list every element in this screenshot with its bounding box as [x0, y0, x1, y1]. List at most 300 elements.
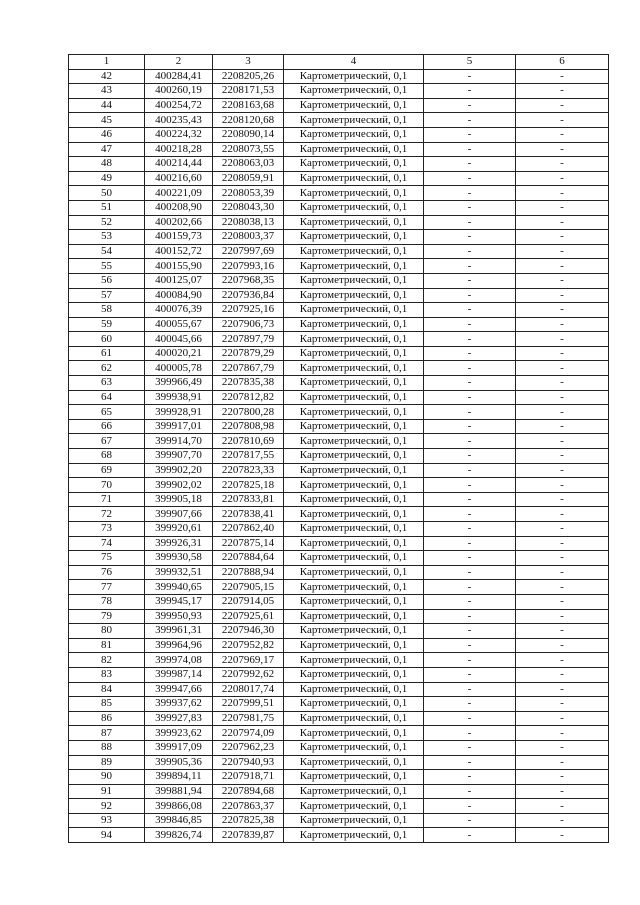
- table-cell: 80: [69, 624, 145, 639]
- table-cell: -: [516, 770, 609, 785]
- table-cell: Картометрический, 0,1: [284, 84, 424, 99]
- table-cell: -: [516, 230, 609, 245]
- table-cell: -: [424, 463, 516, 478]
- table-row: [69, 463, 609, 478]
- table-cell: 54: [69, 244, 145, 259]
- table-cell: 42: [69, 69, 145, 84]
- table-row: [69, 157, 609, 172]
- table-cell: -: [424, 784, 516, 799]
- table-cell: 2207808,98: [213, 419, 284, 434]
- table-cell: 399930,58: [145, 551, 213, 566]
- table-cell: -: [516, 127, 609, 142]
- table-cell: -: [516, 98, 609, 113]
- table-cell: Картометрический, 0,1: [284, 711, 424, 726]
- table-cell: -: [516, 259, 609, 274]
- table-cell: -: [516, 784, 609, 799]
- table-cell: -: [516, 317, 609, 332]
- table-cell: 400155,90: [145, 259, 213, 274]
- table-cell: 71: [69, 492, 145, 507]
- table-cell: -: [424, 390, 516, 405]
- table-cell: -: [424, 288, 516, 303]
- table-cell: Картометрический, 0,1: [284, 478, 424, 493]
- table-row: [69, 113, 609, 128]
- table-cell: Картометрический, 0,1: [284, 113, 424, 128]
- table-cell: 399917,01: [145, 419, 213, 434]
- table-cell: Картометрический, 0,1: [284, 492, 424, 507]
- table-row: [69, 697, 609, 712]
- table-cell: Картометрический, 0,1: [284, 200, 424, 215]
- table-cell: -: [516, 536, 609, 551]
- table-row: [69, 799, 609, 814]
- table-cell: 399950,93: [145, 609, 213, 624]
- table-cell: 68: [69, 449, 145, 464]
- table-cell: Картометрический, 0,1: [284, 784, 424, 799]
- table-cell: Картометрический, 0,1: [284, 594, 424, 609]
- table-cell: -: [516, 376, 609, 391]
- table-cell: 52: [69, 215, 145, 230]
- table-cell: 72: [69, 507, 145, 522]
- table-cell: 2208003,37: [213, 230, 284, 245]
- table-cell: -: [424, 755, 516, 770]
- table-cell: 2207905,15: [213, 580, 284, 595]
- table-cell: 2207936,84: [213, 288, 284, 303]
- table-cell: 64: [69, 390, 145, 405]
- table-cell: -: [424, 697, 516, 712]
- table-cell: 400235,43: [145, 113, 213, 128]
- table-cell: 399932,51: [145, 565, 213, 580]
- table-cell: 78: [69, 594, 145, 609]
- table-cell: 92: [69, 799, 145, 814]
- table-cell: Картометрический, 0,1: [284, 230, 424, 245]
- table-cell: Картометрический, 0,1: [284, 273, 424, 288]
- table-cell: 2207897,79: [213, 332, 284, 347]
- column-header: 3: [213, 55, 284, 70]
- table-cell: 87: [69, 726, 145, 741]
- table-cell: Картометрический, 0,1: [284, 376, 424, 391]
- table-cell: 79: [69, 609, 145, 624]
- table-cell: 2207812,82: [213, 390, 284, 405]
- table-cell: -: [516, 740, 609, 755]
- table-cell: 399987,14: [145, 667, 213, 682]
- table-row: [69, 230, 609, 245]
- table-row: [69, 98, 609, 113]
- table-cell: -: [516, 419, 609, 434]
- table-cell: 400055,67: [145, 317, 213, 332]
- table-cell: Картометрический, 0,1: [284, 799, 424, 814]
- table-cell: -: [516, 113, 609, 128]
- table-cell: -: [516, 215, 609, 230]
- table-cell: 2207962,23: [213, 740, 284, 755]
- table-cell: -: [424, 638, 516, 653]
- table-cell: Картометрический, 0,1: [284, 667, 424, 682]
- table-cell: 2207838,41: [213, 507, 284, 522]
- table-cell: 2208163,68: [213, 98, 284, 113]
- table-cell: -: [424, 405, 516, 420]
- table-cell: Картометрический, 0,1: [284, 434, 424, 449]
- table-cell: Картометрический, 0,1: [284, 244, 424, 259]
- table-cell: -: [516, 726, 609, 741]
- table-cell: 2207825,18: [213, 478, 284, 493]
- table-row: [69, 594, 609, 609]
- table-cell: -: [516, 288, 609, 303]
- table-cell: 2208017,74: [213, 682, 284, 697]
- table-cell: 56: [69, 273, 145, 288]
- table-cell: 2208171,53: [213, 84, 284, 99]
- table-cell: Картометрический, 0,1: [284, 726, 424, 741]
- table-cell: 2207918,71: [213, 770, 284, 785]
- table-cell: -: [516, 434, 609, 449]
- table-cell: -: [516, 244, 609, 259]
- table-row: [69, 405, 609, 420]
- table-cell: 400202,66: [145, 215, 213, 230]
- table-cell: Картометрический, 0,1: [284, 419, 424, 434]
- table-row: [69, 288, 609, 303]
- table-cell: -: [424, 813, 516, 828]
- table-cell: -: [424, 682, 516, 697]
- table-cell: 66: [69, 419, 145, 434]
- table-row: [69, 682, 609, 697]
- table-cell: -: [424, 711, 516, 726]
- table-cell: 2207925,16: [213, 303, 284, 318]
- table-cell: -: [516, 346, 609, 361]
- table-cell: 399938,91: [145, 390, 213, 405]
- table-row: [69, 609, 609, 624]
- table-cell: -: [424, 507, 516, 522]
- table-cell: Картометрический, 0,1: [284, 390, 424, 405]
- table-cell: Картометрический, 0,1: [284, 259, 424, 274]
- table-row: [69, 565, 609, 580]
- table-cell: 46: [69, 127, 145, 142]
- table-cell: 77: [69, 580, 145, 595]
- table-cell: -: [424, 332, 516, 347]
- table-cell: 400260,19: [145, 84, 213, 99]
- table-cell: 2207981,75: [213, 711, 284, 726]
- table-cell: -: [424, 127, 516, 142]
- table-cell: 2207839,87: [213, 828, 284, 843]
- table-cell: 399920,61: [145, 522, 213, 537]
- table-cell: -: [516, 594, 609, 609]
- table-cell: -: [516, 638, 609, 653]
- table-cell: -: [424, 303, 516, 318]
- table-cell: 60: [69, 332, 145, 347]
- table-cell: 86: [69, 711, 145, 726]
- table-row: [69, 142, 609, 157]
- table-cell: 400020,21: [145, 346, 213, 361]
- table-row: [69, 127, 609, 142]
- table-cell: 58: [69, 303, 145, 318]
- table-cell: 399947,66: [145, 682, 213, 697]
- table-cell: -: [424, 492, 516, 507]
- table-cell: 2208038,13: [213, 215, 284, 230]
- table-cell: 2207863,37: [213, 799, 284, 814]
- table-cell: 44: [69, 98, 145, 113]
- table-row: [69, 638, 609, 653]
- table-cell: Картометрический, 0,1: [284, 346, 424, 361]
- table-cell: 85: [69, 697, 145, 712]
- table-cell: -: [516, 478, 609, 493]
- table-cell: 399964,96: [145, 638, 213, 653]
- table-row: [69, 346, 609, 361]
- table-cell: 65: [69, 405, 145, 420]
- table-cell: -: [516, 609, 609, 624]
- table-cell: 2207940,93: [213, 755, 284, 770]
- table-cell: -: [424, 98, 516, 113]
- table-cell: 73: [69, 522, 145, 537]
- table-row: [69, 667, 609, 682]
- table-cell: 84: [69, 682, 145, 697]
- table-cell: 399905,18: [145, 492, 213, 507]
- table-cell: 2208063,03: [213, 157, 284, 172]
- table-cell: 399866,08: [145, 799, 213, 814]
- table-cell: 2208053,39: [213, 186, 284, 201]
- table-row: [69, 536, 609, 551]
- table-cell: -: [424, 653, 516, 668]
- table-cell: 399937,62: [145, 697, 213, 712]
- table-row: [69, 376, 609, 391]
- table-cell: -: [424, 186, 516, 201]
- table-cell: 2207993,16: [213, 259, 284, 274]
- table-cell: -: [516, 157, 609, 172]
- table-cell: Картометрический, 0,1: [284, 522, 424, 537]
- table-cell: -: [516, 273, 609, 288]
- table-cell: 2207810,69: [213, 434, 284, 449]
- table-cell: -: [424, 522, 516, 537]
- table-cell: 399917,09: [145, 740, 213, 755]
- column-header: 1: [69, 55, 145, 70]
- table-row: [69, 419, 609, 434]
- table-cell: -: [424, 113, 516, 128]
- table-cell: 2207800,28: [213, 405, 284, 420]
- table-cell: 399927,83: [145, 711, 213, 726]
- table-cell: 400159,73: [145, 230, 213, 245]
- table-cell: -: [516, 755, 609, 770]
- table-row: [69, 653, 609, 668]
- table-cell: 399902,02: [145, 478, 213, 493]
- table-cell: 2208043,30: [213, 200, 284, 215]
- table-cell: -: [516, 565, 609, 580]
- table-cell: Картометрический, 0,1: [284, 449, 424, 464]
- table-cell: Картометрический, 0,1: [284, 740, 424, 755]
- table-cell: 57: [69, 288, 145, 303]
- table-cell: 2207875,14: [213, 536, 284, 551]
- table-cell: 400152,72: [145, 244, 213, 259]
- table-cell: -: [516, 142, 609, 157]
- table-row: [69, 273, 609, 288]
- table-cell: -: [516, 551, 609, 566]
- table-cell: 399928,91: [145, 405, 213, 420]
- table-cell: 399881,94: [145, 784, 213, 799]
- table-cell: Картометрический, 0,1: [284, 463, 424, 478]
- table-row: [69, 69, 609, 84]
- table-row: [69, 317, 609, 332]
- column-header: 4: [284, 55, 424, 70]
- table-cell: 69: [69, 463, 145, 478]
- table-cell: 81: [69, 638, 145, 653]
- table-cell: 2208073,55: [213, 142, 284, 157]
- table-cell: 70: [69, 478, 145, 493]
- table-cell: 400045,66: [145, 332, 213, 347]
- table-cell: -: [516, 813, 609, 828]
- table-row: [69, 711, 609, 726]
- table-cell: Картометрический, 0,1: [284, 332, 424, 347]
- table-row: [69, 434, 609, 449]
- table-cell: 2207867,79: [213, 361, 284, 376]
- table-cell: Картометрический, 0,1: [284, 755, 424, 770]
- table-cell: 2207833,81: [213, 492, 284, 507]
- table-cell: 2208205,26: [213, 69, 284, 84]
- table-cell: 400254,72: [145, 98, 213, 113]
- table-cell: 400224,32: [145, 127, 213, 142]
- table-cell: 399974,08: [145, 653, 213, 668]
- table-cell: -: [424, 244, 516, 259]
- table-cell: 399926,31: [145, 536, 213, 551]
- table-cell: -: [424, 259, 516, 274]
- table-cell: -: [424, 609, 516, 624]
- table-cell: 75: [69, 551, 145, 566]
- table-row: [69, 755, 609, 770]
- table-row: [69, 784, 609, 799]
- table-cell: Картометрический, 0,1: [284, 653, 424, 668]
- table-cell: 88: [69, 740, 145, 755]
- table-cell: 2207906,73: [213, 317, 284, 332]
- table-cell: 2207862,40: [213, 522, 284, 537]
- table-cell: Картометрический, 0,1: [284, 186, 424, 201]
- table-cell: Картометрический, 0,1: [284, 565, 424, 580]
- table-cell: 2207925,61: [213, 609, 284, 624]
- table-cell: 94: [69, 828, 145, 843]
- table-row: [69, 726, 609, 741]
- table-cell: Картометрический, 0,1: [284, 697, 424, 712]
- table-cell: -: [424, 142, 516, 157]
- table-cell: -: [516, 492, 609, 507]
- table-row: [69, 215, 609, 230]
- table-cell: -: [424, 434, 516, 449]
- table-cell: 399961,31: [145, 624, 213, 639]
- table-cell: 2207974,09: [213, 726, 284, 741]
- table-row: [69, 303, 609, 318]
- table-cell: -: [424, 419, 516, 434]
- table-cell: -: [424, 84, 516, 99]
- table-cell: Картометрический, 0,1: [284, 770, 424, 785]
- table-cell: 2207879,29: [213, 346, 284, 361]
- table-cell: -: [424, 536, 516, 551]
- table-cell: -: [516, 799, 609, 814]
- table-cell: Картометрический, 0,1: [284, 317, 424, 332]
- table-cell: -: [424, 171, 516, 186]
- table-cell: Картометрический, 0,1: [284, 215, 424, 230]
- table-cell: -: [516, 449, 609, 464]
- table-cell: -: [516, 303, 609, 318]
- table-cell: 2208059,91: [213, 171, 284, 186]
- table-cell: -: [424, 215, 516, 230]
- table-cell: Картометрический, 0,1: [284, 609, 424, 624]
- table-cell: 2207894,68: [213, 784, 284, 799]
- table-cell: 82: [69, 653, 145, 668]
- column-header: 5: [424, 55, 516, 70]
- table-cell: 2207817,55: [213, 449, 284, 464]
- table-cell: -: [424, 449, 516, 464]
- table-cell: -: [424, 346, 516, 361]
- table-cell: 53: [69, 230, 145, 245]
- table-cell: 400218,28: [145, 142, 213, 157]
- table-cell: Картометрический, 0,1: [284, 288, 424, 303]
- table-row: [69, 332, 609, 347]
- table-cell: -: [516, 390, 609, 405]
- table-row: [69, 244, 609, 259]
- table-cell: Картометрический, 0,1: [284, 580, 424, 595]
- table-cell: -: [424, 200, 516, 215]
- table-cell: Картометрический, 0,1: [284, 171, 424, 186]
- table-cell: -: [516, 682, 609, 697]
- table-cell: -: [424, 565, 516, 580]
- table-cell: -: [516, 361, 609, 376]
- table-cell: 61: [69, 346, 145, 361]
- table-cell: -: [516, 69, 609, 84]
- table-cell: -: [424, 273, 516, 288]
- table-cell: -: [424, 551, 516, 566]
- table-cell: -: [424, 580, 516, 595]
- table-cell: 399907,70: [145, 449, 213, 464]
- table-cell: -: [516, 711, 609, 726]
- table-cell: 400005,78: [145, 361, 213, 376]
- table-cell: 399945,17: [145, 594, 213, 609]
- table-cell: 399923,62: [145, 726, 213, 741]
- table-cell: 399894,11: [145, 770, 213, 785]
- table-cell: 76: [69, 565, 145, 580]
- table-row: [69, 361, 609, 376]
- table-cell: 49: [69, 171, 145, 186]
- table-cell: 47: [69, 142, 145, 157]
- table-cell: -: [424, 69, 516, 84]
- table-cell: 89: [69, 755, 145, 770]
- table-cell: 67: [69, 434, 145, 449]
- table-cell: -: [516, 405, 609, 420]
- table-row: [69, 390, 609, 405]
- table-cell: 400125,07: [145, 273, 213, 288]
- table-cell: Картометрический, 0,1: [284, 405, 424, 420]
- table-cell: 399826,74: [145, 828, 213, 843]
- table-cell: -: [424, 361, 516, 376]
- table-cell: 2207888,94: [213, 565, 284, 580]
- table-cell: -: [516, 186, 609, 201]
- table-cell: -: [516, 522, 609, 537]
- table-cell: 399940,65: [145, 580, 213, 595]
- table-cell: Картометрический, 0,1: [284, 813, 424, 828]
- table-cell: 399902,20: [145, 463, 213, 478]
- table-cell: Картометрический, 0,1: [284, 157, 424, 172]
- table-cell: 62: [69, 361, 145, 376]
- table-cell: Картометрический, 0,1: [284, 828, 424, 843]
- table-cell: -: [516, 200, 609, 215]
- table-cell: 400214,44: [145, 157, 213, 172]
- table-cell: -: [424, 157, 516, 172]
- table-row: [69, 259, 609, 274]
- table-row: [69, 200, 609, 215]
- table-cell: Картометрический, 0,1: [284, 98, 424, 113]
- table-cell: Картометрический, 0,1: [284, 507, 424, 522]
- table-cell: -: [424, 376, 516, 391]
- table-row: [69, 186, 609, 201]
- table-cell: 400208,90: [145, 200, 213, 215]
- table-row: [69, 551, 609, 566]
- table-cell: -: [424, 230, 516, 245]
- table-cell: -: [516, 580, 609, 595]
- table-cell: 59: [69, 317, 145, 332]
- table-cell: 2207914,05: [213, 594, 284, 609]
- table-cell: Картометрический, 0,1: [284, 638, 424, 653]
- table-cell: 2207823,33: [213, 463, 284, 478]
- table-cell: 51: [69, 200, 145, 215]
